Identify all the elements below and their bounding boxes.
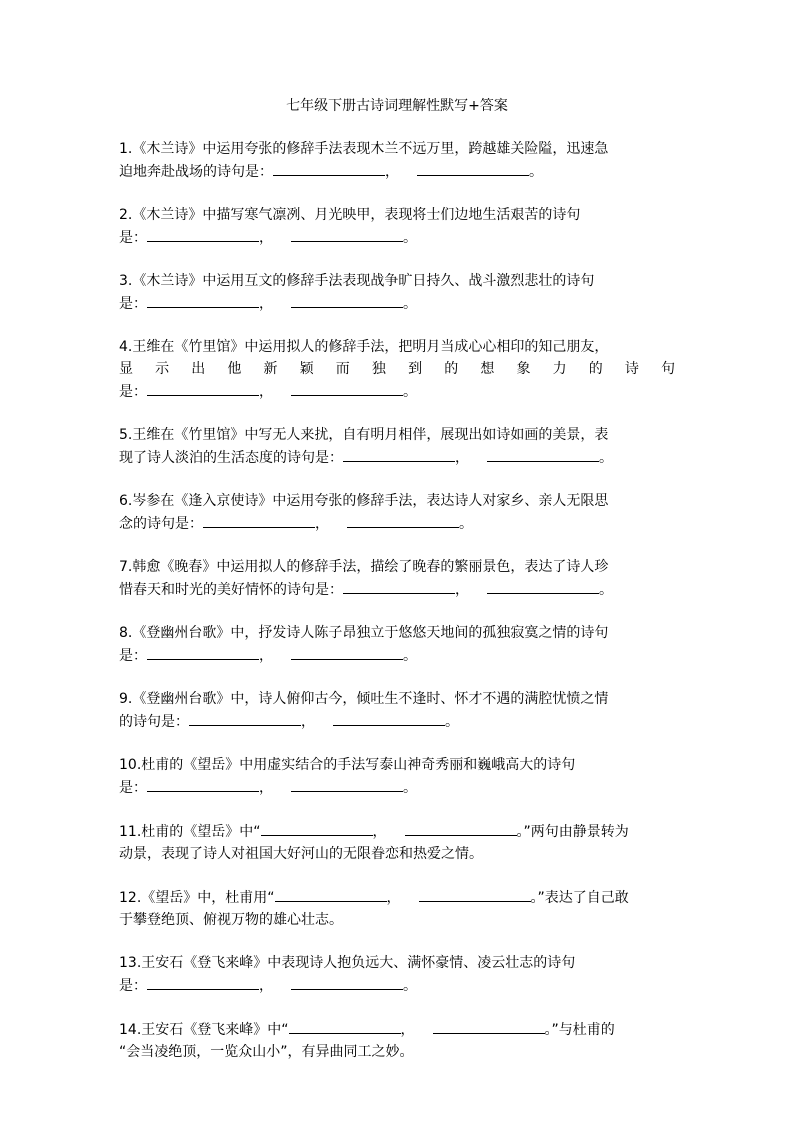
comma: ， <box>259 978 273 994</box>
answer-prefix: 的诗句是： <box>119 714 189 730</box>
answer-blank[interactable] <box>291 380 403 396</box>
answer-line <box>119 974 675 997</box>
answer-line <box>119 886 675 909</box>
question-suffix: 。”两句由静景转为 <box>516 824 629 840</box>
answer-line <box>119 226 675 249</box>
answer-suffix: 。 <box>529 164 543 180</box>
answer-suffix: 。 <box>459 516 473 532</box>
question-8 <box>119 622 675 667</box>
question-6 <box>119 490 675 535</box>
answer-line <box>119 1018 675 1041</box>
answer-blank[interactable] <box>291 226 403 242</box>
answer-blank[interactable] <box>147 226 259 242</box>
question-2 <box>119 204 675 249</box>
answer-blank[interactable] <box>273 160 385 176</box>
answer-blank[interactable] <box>275 886 387 902</box>
question-suffix: 。”表达了自己敢 <box>530 890 629 906</box>
answer-blank[interactable] <box>203 512 315 528</box>
answer-line <box>119 446 675 469</box>
question-11 <box>119 820 675 865</box>
answer-blank[interactable] <box>291 644 403 660</box>
question-text: 8.《登幽州台歌》中，抒发诗人陈子昂独立于悠悠天地间的孤独寂寞之情的诗句 <box>119 625 609 641</box>
answer-line <box>119 380 675 403</box>
question-3 <box>119 270 675 315</box>
question-text: 13.王安石《登飞来峰》中表现诗人抱负远大、满怀豪情、凌云壮志的诗句 <box>119 955 576 971</box>
answer-prefix: 是： <box>119 648 147 664</box>
question-1 <box>119 138 675 183</box>
answer-prefix: 惜春天和时光的美好情怀的诗句是： <box>119 582 343 598</box>
answer-suffix: 。 <box>403 978 417 994</box>
answer-blank[interactable] <box>405 820 517 836</box>
question-text: “会当凌绝顶，一览众山小”，有异曲同工之妙。 <box>119 1044 414 1060</box>
answer-blank[interactable] <box>433 1018 545 1034</box>
comma: ， <box>301 714 315 730</box>
question-text: 9.《登幽州台歌》中，诗人俯仰古今，倾吐生不逢时、怀才不遇的满腔忧愤之情 <box>119 691 609 707</box>
answer-prefix: 现了诗人淡泊的生活态度的诗句是： <box>119 450 343 466</box>
comma: ， <box>400 1022 415 1038</box>
question-text: 1.《木兰诗》中运用夸张的修辞手法表现木兰不远万里，跨越雄关险隘，迅速急 <box>119 141 609 157</box>
question-suffix: 。”与杜甫的 <box>544 1022 615 1038</box>
comma: ， <box>259 230 273 246</box>
answer-suffix: 。 <box>403 296 417 312</box>
comma: ， <box>455 450 469 466</box>
question-prefix: 11.杜甫的《望岳》中“ <box>119 824 261 840</box>
answer-suffix: 。 <box>599 450 613 466</box>
question-5 <box>119 424 675 469</box>
question-12 <box>119 886 675 931</box>
answer-prefix: 迫地奔赴战场的诗句是： <box>119 164 273 180</box>
answer-prefix: 是： <box>119 230 147 246</box>
answer-line <box>119 820 675 843</box>
answer-blank[interactable] <box>189 710 301 726</box>
question-14 <box>119 1018 675 1063</box>
question-text: 7.韩愈《晚春》中运用拟人的修辞手法，描绘了晚春的繁丽景色，表达了诗人珍 <box>119 559 609 575</box>
comma: ， <box>372 824 387 840</box>
answer-prefix: 是： <box>119 978 147 994</box>
answer-blank[interactable] <box>291 974 403 990</box>
page-title: 七年级下册古诗词理解性默写+答案 <box>286 98 508 114</box>
question-text: 6.岑参在《逢入京使诗》中运用夸张的修辞手法，表达诗人对家乡、亲人无限思 <box>119 493 609 509</box>
question-text: 4.王维在《竹里馆》中运用拟人的修辞手法，把明月当成心心相印的知己朋友， <box>119 339 609 355</box>
answer-line <box>119 292 675 315</box>
comma: ， <box>259 384 273 400</box>
question-text: 3.《木兰诗》中运用互文的修辞手法表现战争旷日持久、战斗激烈悲壮的诗句 <box>119 273 595 289</box>
answer-prefix: 是： <box>119 296 147 312</box>
answer-suffix: 。 <box>403 384 417 400</box>
question-4 <box>119 336 675 403</box>
answer-line <box>119 512 675 535</box>
question-text: 10.杜甫的《望岳》中用虚实结合的手法写泰山神奇秀丽和巍峨高大的诗句 <box>119 757 576 773</box>
answer-prefix: 念的诗句是： <box>119 516 203 532</box>
answer-blank[interactable] <box>147 776 259 792</box>
answer-line <box>119 160 675 183</box>
question-text: 于攀登绝顶、俯视万物的雄心壮志。 <box>119 912 343 928</box>
comma: ， <box>259 780 273 796</box>
answer-suffix: 。 <box>599 582 613 598</box>
answer-blank[interactable] <box>419 886 531 902</box>
answer-blank[interactable] <box>261 820 373 836</box>
answer-blank[interactable] <box>343 446 455 462</box>
answer-blank[interactable] <box>291 292 403 308</box>
answer-blank[interactable] <box>343 578 455 594</box>
answer-line <box>119 776 675 799</box>
question-list <box>119 138 675 1084</box>
comma: ， <box>259 648 273 664</box>
answer-prefix: 是： <box>119 384 147 400</box>
answer-blank[interactable] <box>487 446 599 462</box>
answer-blank[interactable] <box>291 776 403 792</box>
question-text: 2.《木兰诗》中描写寒气凛冽、月光映甲，表现将士们边地生活艰苦的诗句 <box>119 207 581 223</box>
question-9 <box>119 688 675 733</box>
answer-line <box>119 578 675 601</box>
answer-blank[interactable] <box>487 578 599 594</box>
answer-blank[interactable] <box>147 974 259 990</box>
answer-prefix: 是： <box>119 780 147 796</box>
answer-blank[interactable] <box>147 644 259 660</box>
question-13 <box>119 952 675 997</box>
comma: ， <box>386 890 401 906</box>
answer-line <box>119 644 675 667</box>
question-prefix: 12.《望岳》中，杜甫用“ <box>119 890 275 906</box>
answer-suffix: 。 <box>403 780 417 796</box>
question-prefix: 14.王安石《登飞来峰》中“ <box>119 1022 289 1038</box>
answer-suffix: 。 <box>445 714 459 730</box>
question-text-justified: 显示出他新颖而独到的想象力的诗句 <box>119 361 675 377</box>
question-7 <box>119 556 675 601</box>
answer-blank[interactable] <box>347 512 459 528</box>
answer-blank[interactable] <box>147 292 259 308</box>
question-text: 5.王维在《竹里馆》中写无人来扰，自有明月相伴，展现出如诗如画的美景，表 <box>119 427 609 443</box>
answer-blank[interactable] <box>147 380 259 396</box>
answer-blank[interactable] <box>417 160 529 176</box>
question-10 <box>119 754 675 799</box>
answer-suffix: 。 <box>403 648 417 664</box>
answer-blank[interactable] <box>289 1018 401 1034</box>
comma: ， <box>385 164 399 180</box>
answer-suffix: 。 <box>403 230 417 246</box>
answer-blank[interactable] <box>333 710 445 726</box>
answer-line <box>119 710 675 733</box>
comma: ， <box>259 296 273 312</box>
comma: ， <box>315 516 329 532</box>
comma: ， <box>455 582 469 598</box>
question-text: 动景，表现了诗人对祖国大好河山的无限眷恋和热爱之情。 <box>119 846 483 862</box>
